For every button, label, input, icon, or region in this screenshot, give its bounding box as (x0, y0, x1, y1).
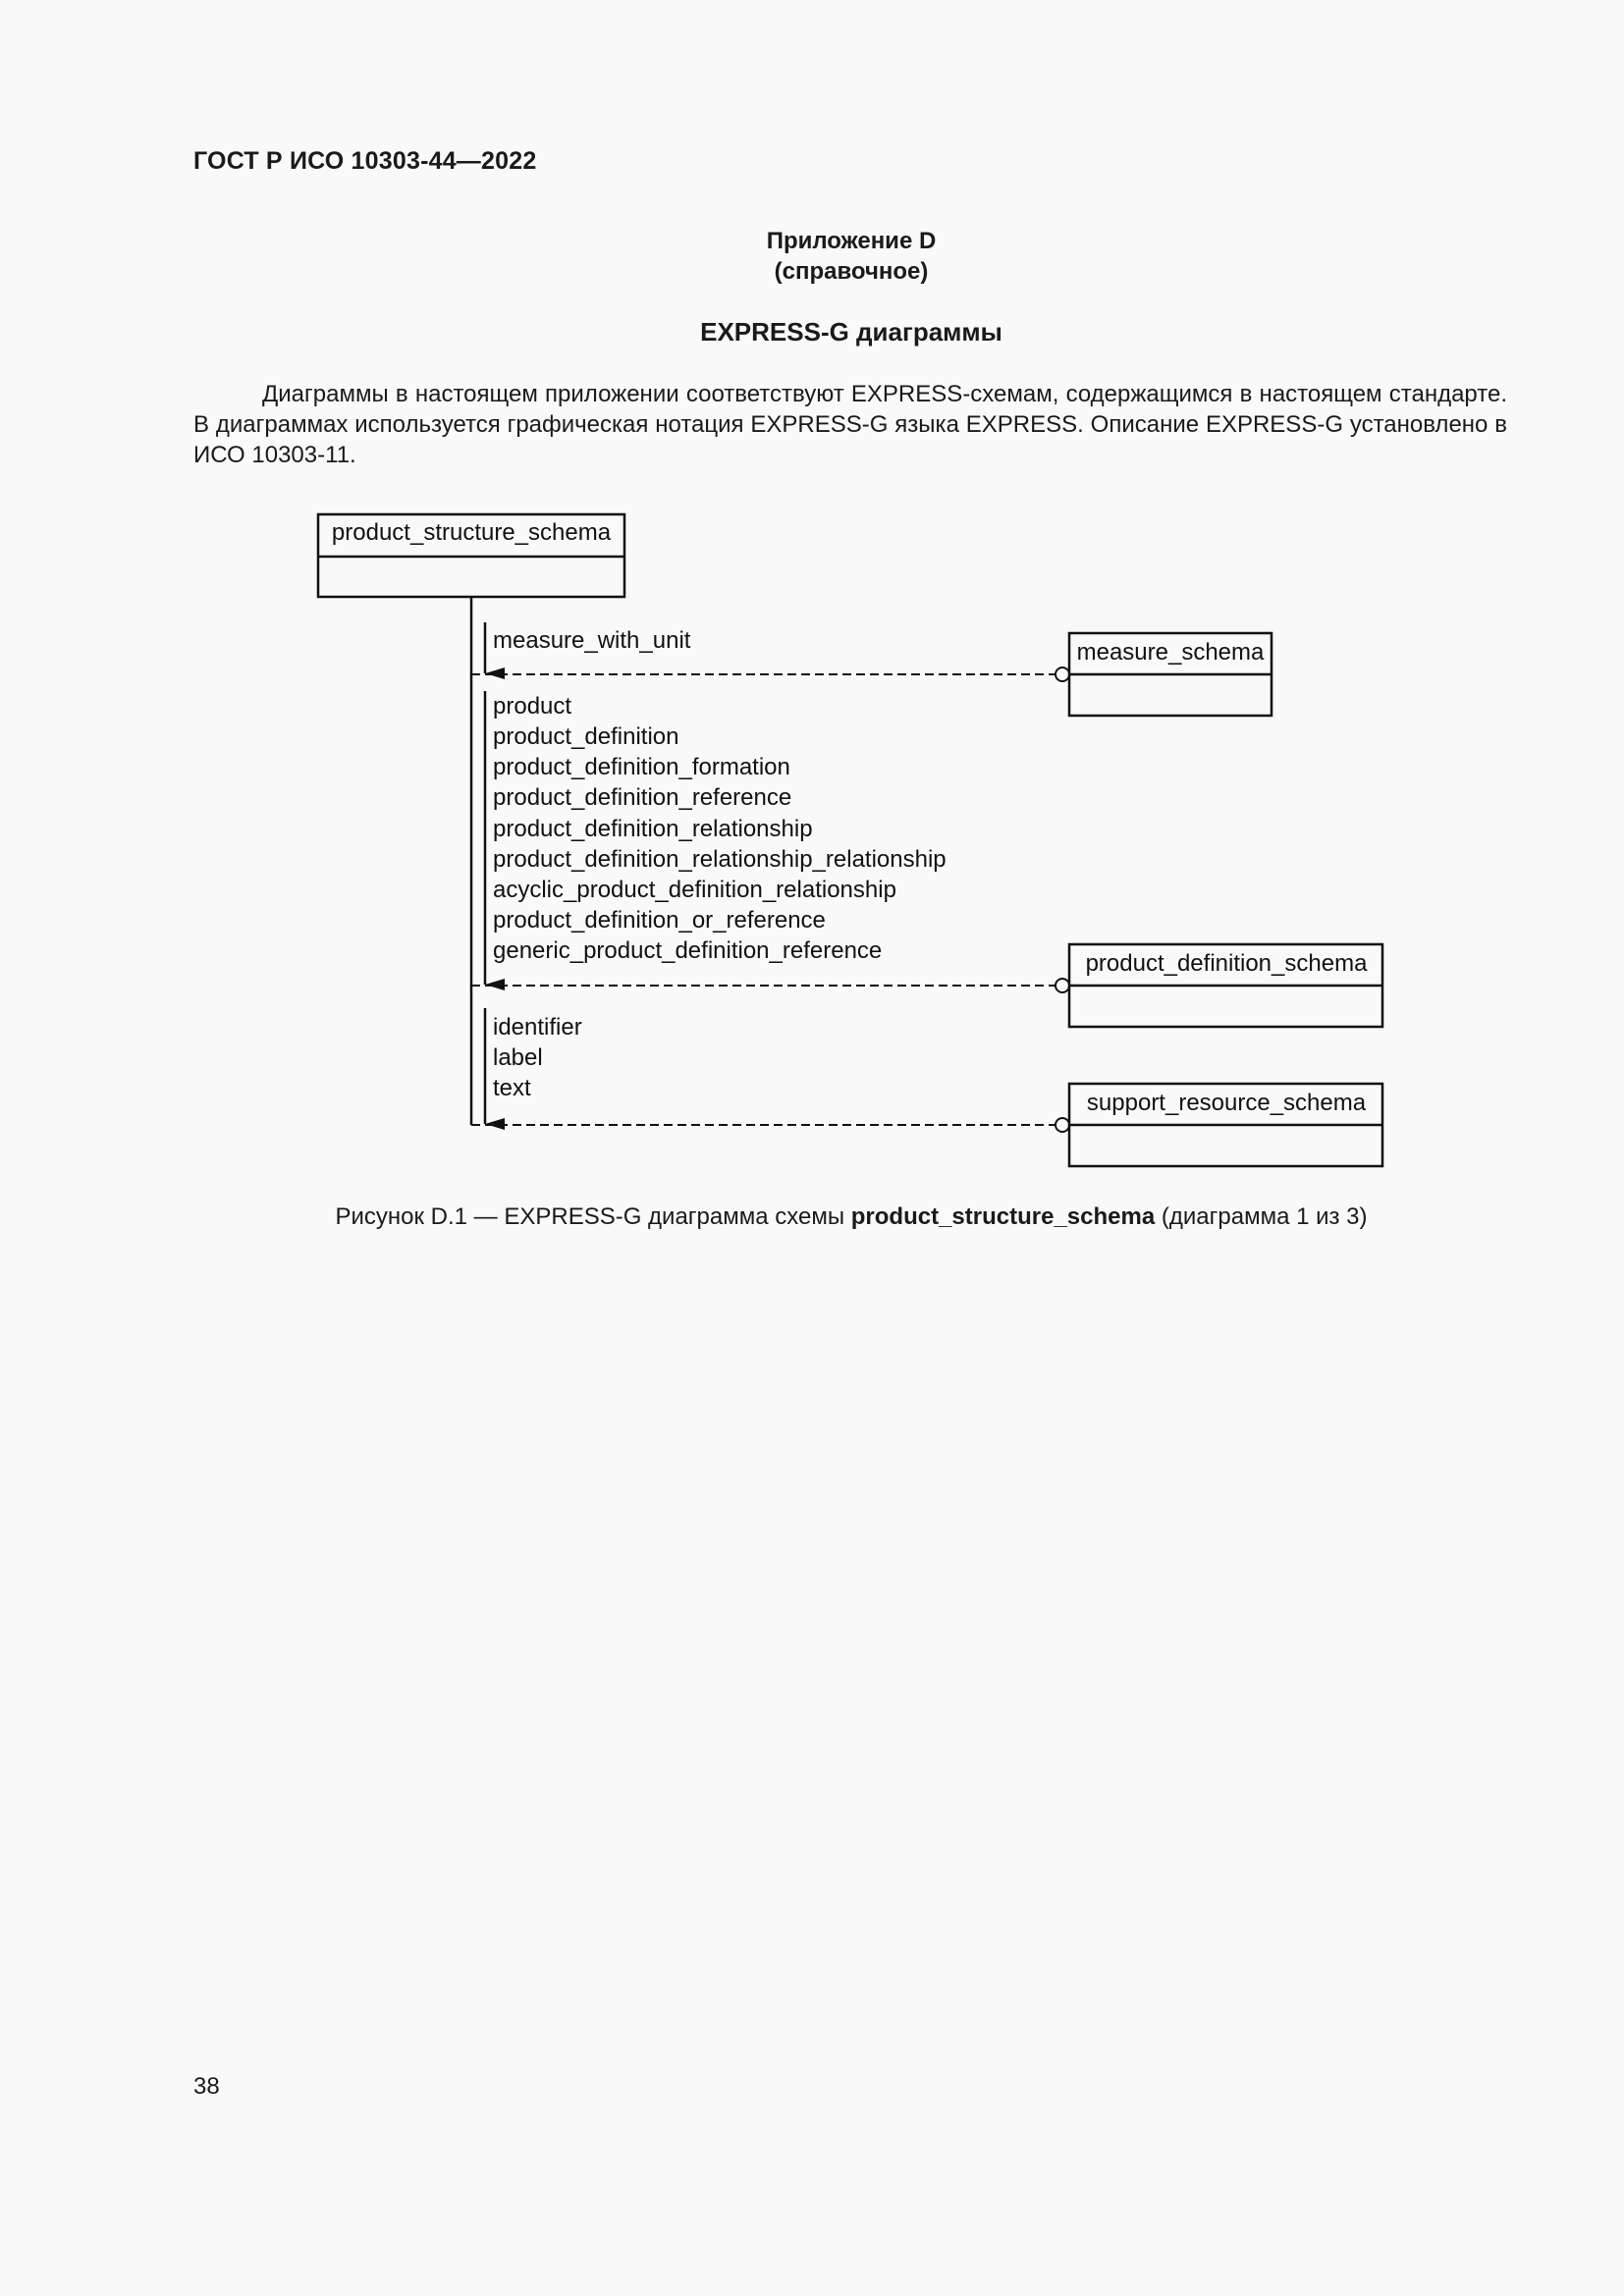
reference-group-measure (471, 622, 1272, 716)
schema-box-label: product_definition_schema (1085, 950, 1368, 977)
reference-circle (1056, 979, 1069, 992)
figure-caption (0, 1203, 1624, 1231)
appendix-type: (справочное) (774, 258, 929, 285)
appendix-title: Приложение D (766, 228, 937, 254)
referenced-entity: product_definition_or_reference (493, 907, 826, 934)
main-schema-name: product_structure_schema (331, 519, 612, 546)
reference-circle (1056, 667, 1069, 681)
referenced-entity: product_definition_reference (493, 784, 792, 811)
referenced-entity: product (493, 693, 572, 720)
reference-group-support-resource (471, 1008, 1382, 1166)
referenced-entity: label (493, 1044, 543, 1071)
reference-group-product-definition (471, 691, 1382, 1027)
referenced-entity: generic_product_definition_reference (493, 937, 883, 964)
caption-suffix: (диаграмма 1 из 3) (1161, 1203, 1368, 1230)
schema-box-label: measure_schema (1076, 639, 1265, 666)
reference-circle (1056, 1118, 1069, 1132)
referenced-entity: identifier (493, 1014, 582, 1041)
referenced-entity: text (493, 1075, 531, 1101)
caption-schema-name: product_structure_schema (850, 1203, 1156, 1230)
intro-paragraph: Диаграммы в настоящем приложении соответствуют EXPRESS-схемам, содержащимся в настоящем стандарте. В диаграммах используется графическая нотация EXPRESS-G языка EXPRESS. Описание EXPRESS-G установлено в ИСО 10303-11. (193, 381, 1507, 468)
referenced-entity: product_definition_relationship (493, 816, 813, 842)
referenced-entity: measure_with_unit (493, 627, 691, 654)
referenced-entity: product_definition (493, 723, 679, 750)
page-number: 38 (193, 2073, 220, 2100)
schema-box-label: support_resource_schema (1086, 1090, 1367, 1116)
referenced-entity: product_definition_relationship_relationship (493, 846, 947, 873)
referenced-entity: product_definition_formation (493, 754, 790, 780)
referenced-entity: acyclic_product_definition_relationship (493, 877, 896, 903)
section-title: EXPRESS-G диаграммы (700, 317, 1002, 347)
main-schema-box (318, 514, 624, 597)
document-header: ГОСТ Р ИСО 10303-44—2022 (193, 147, 537, 175)
caption-prefix: Рисунок D.1 — EXPRESS-G диаграмма схемы (335, 1203, 845, 1230)
